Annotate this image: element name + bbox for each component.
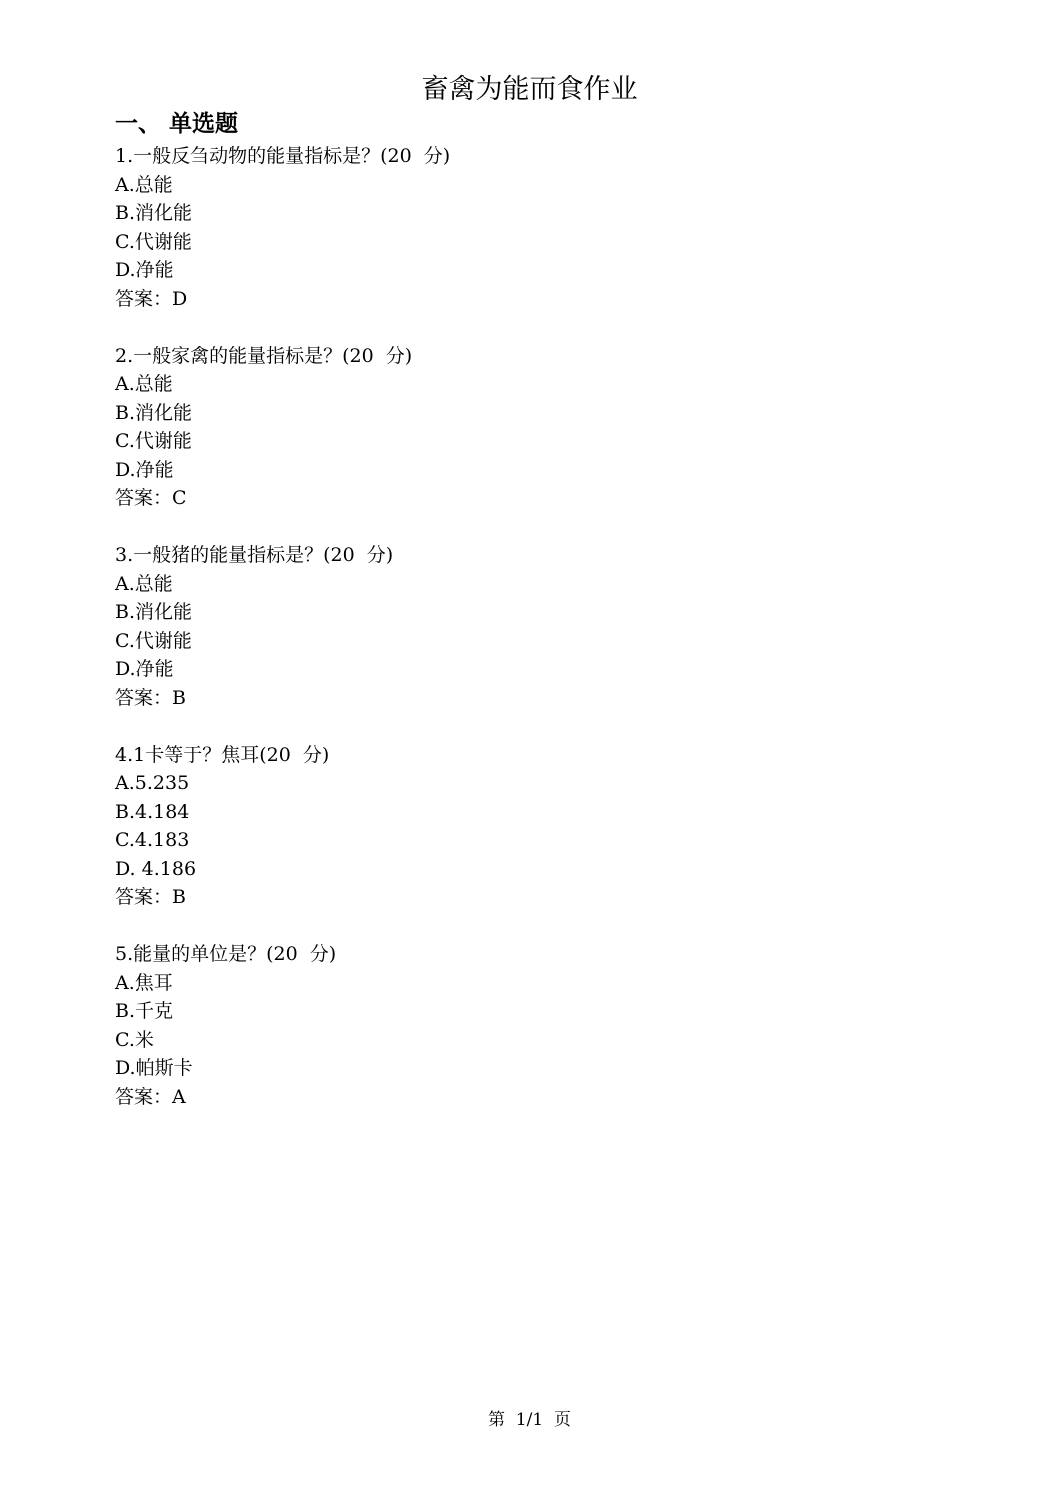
option-d: D.净能 (115, 458, 174, 481)
option-b: B.千克 (115, 1000, 174, 1022)
question-stem: 4.1卡等于？焦耳(20 分) (115, 743, 330, 766)
option-c: C.4.183 (115, 829, 190, 851)
option-c: C.代谢能 (115, 230, 192, 253)
option-b: B.4.184 (115, 800, 190, 823)
question-1 (115, 142, 945, 313)
option-d: D.净能 (115, 658, 174, 680)
option-d: D.帕斯卡 (115, 1057, 193, 1079)
question-5 (115, 940, 945, 1111)
question-list (115, 142, 945, 1140)
option-c: C.代谢能 (115, 430, 192, 452)
section-heading: 一、 单选题 (115, 111, 239, 137)
question-stem: 5.能量的单位是？(20 分) (115, 943, 337, 965)
question-stem: 3.一般猪的能量指标是？(20 分) (115, 544, 394, 566)
answer: 答案：A (115, 1085, 186, 1108)
document-title: 畜禽为能而食作业 (421, 74, 638, 105)
page-number-footer: 第 1/1 页 (488, 1410, 571, 1430)
option-a: A.焦耳 (115, 971, 173, 994)
option-b: B.消化能 (115, 202, 193, 224)
question-3 (115, 541, 945, 712)
question-4 (115, 741, 945, 912)
option-c: C.代谢能 (115, 629, 192, 652)
question-stem: 2.一般家禽的能量指标是？(20 分) (115, 344, 413, 367)
option-a: A.5.235 (115, 772, 190, 794)
option-d: D.净能 (115, 259, 174, 281)
answer: 答案：D (115, 287, 188, 310)
option-a: A.总能 (115, 373, 173, 395)
option-d: D. 4.186 (115, 857, 197, 880)
option-b: B.消化能 (115, 601, 193, 623)
option-a: A.总能 (115, 173, 173, 196)
option-c: C.米 (115, 1028, 154, 1051)
question-stem: 1.一般反刍动物的能量指标是？(20 分) (115, 145, 451, 167)
question-2 (115, 342, 945, 513)
answer: 答案：B (115, 886, 186, 908)
answer: 答案：C (115, 487, 187, 509)
option-b: B.消化能 (115, 401, 193, 424)
option-a: A.总能 (115, 572, 173, 595)
answer: 答案：B (115, 686, 186, 709)
